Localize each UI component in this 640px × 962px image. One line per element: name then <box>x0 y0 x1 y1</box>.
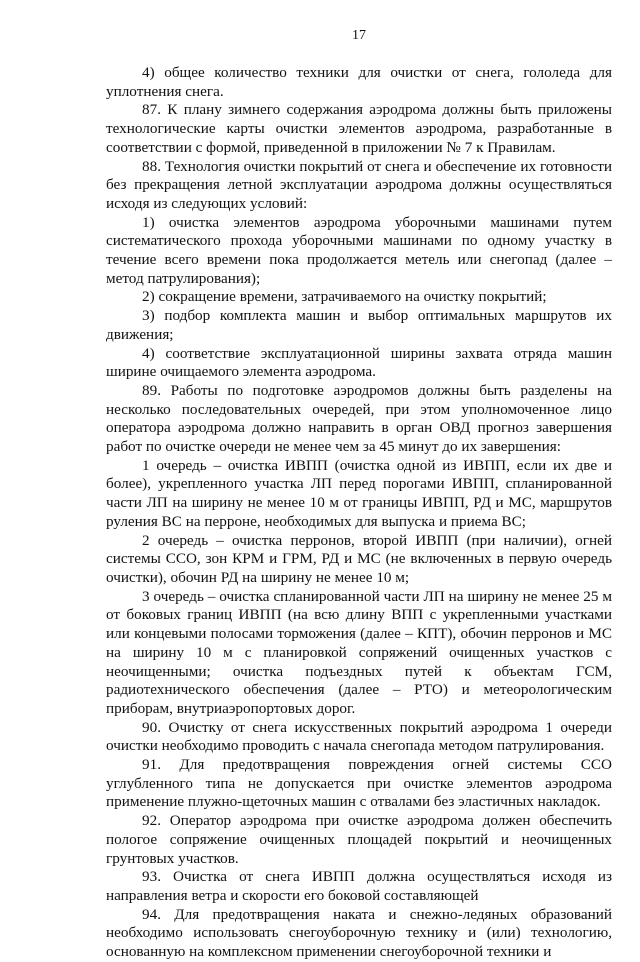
paragraph-91: 91. Для предотвращения повреждения огней системы ССО углубленного типа не допускается при очистке элементов аэродрома применение плужно-щеточных машин с отвалами без эластичных накладок. <box>106 756 612 811</box>
paragraph-item-4-snow-equipment: 4) общее количество техники для очистки от снега, гололеда для уплотнения снега. <box>106 64 612 100</box>
paragraph-89-queue-2: 2 очередь – очистка перронов, второй ИВПП (при наличии), огней системы ССО, зон КРМ и ГРМ, РД и МС (не включенных в первую очередь очистки), обочин РД на ширину не менее 10 м; <box>106 531 612 586</box>
page-number: 17 <box>352 28 366 43</box>
paragraph-90: 90. Очистку от снега искусственных покрытий аэродрома 1 очереди очистки необходимо проводить с начала снегопада методом патрулирования. <box>106 718 612 755</box>
paragraph-89: 89. Работы по подготовке аэродромов должны быть разделены на несколько последовательных очередей, при этом уполномоченное лицо оператора аэродрома должно направить в орган ОВД прогноз завершения работ по очистке очереди не менее чем за 45 минут до их завершения: <box>106 381 612 456</box>
paragraph-88-item-4: 4) соответствие эксплуатационной ширины захвата отряда машин ширине очищаемого элемента аэродрома. <box>106 344 612 381</box>
paragraph-93: 93. Очистка от снега ИВПП должна осуществляться исходя из направления ветра и скорости его боковой составляющей <box>106 868 612 904</box>
document-page <box>106 26 612 962</box>
paragraph-87: 87. К плану зимнего содержания аэродрома должны быть приложены технологические карты очистки элементов аэродрома, разработанные в соответствии с формой, приведенной в приложении № 7 к Правилам. <box>106 101 612 156</box>
paragraph-88-item-1: 1) очистка элементов аэродрома уборочными машинами путем систематического прохода уборочными машинами по одному участку в течение всего времени пока продолжается метель или снегопад (далее – метод патрулирования); <box>106 213 612 287</box>
paragraph-88: 88. Технология очистки покрытий от снега и обеспечение их готовности без прекращения летной эксплуатации аэродрома должны осуществляться исходя из следующих условий: <box>106 157 612 212</box>
paragraph-89-queue-3: 3 очередь – очистка спланированной части ЛП на ширину не менее 25 м от боковых границ ИВПП (на всю длину ВПП с укрепленными участками или концевыми полосами торможения (далее – КПТ), обочин перронов и МС на ширину 10 м с планировкой сопряжений очищенных участков с неочищенными; очистка подъездных путей к объектам ГСМ, радиотехнического обеспечения (далее – РТО) и метеорологическим приборам, внутриаэропортовых дорог. <box>106 587 612 717</box>
paragraph-92: 92. Оператор аэродрома при очистке аэродрома должен обеспечить пологое сопряжение очищенных площадей покрытий и неочищенных грунтовых участков. <box>106 812 612 867</box>
paragraph-94: 94. Для предотвращения наката и снежно-ледяных образований необходимо использовать снегоуборочную технику и (или) технологию, основанную на комплексном применении снегоуборочной техники и <box>106 905 612 961</box>
paragraph-89-queue-1: 1 очередь – очистка ИВПП (очистка одной из ИВПП, если их две и более), укрепленного участка ЛП перед порогами ИВПП, спланированной части ЛП на ширину не менее 10 м от границы ИВПП, РД и МС, маршрутов руления ВС на перроне, необходимых для выпуска и приема ВС; <box>106 456 612 530</box>
paragraph-88-item-2: 2) сокращение времени, затрачиваемого на очистку покрытий; <box>142 288 547 306</box>
paragraph-88-item-3: 3) подбор комплекта машин и выбор оптимальных маршрутов их движения; <box>106 307 612 343</box>
